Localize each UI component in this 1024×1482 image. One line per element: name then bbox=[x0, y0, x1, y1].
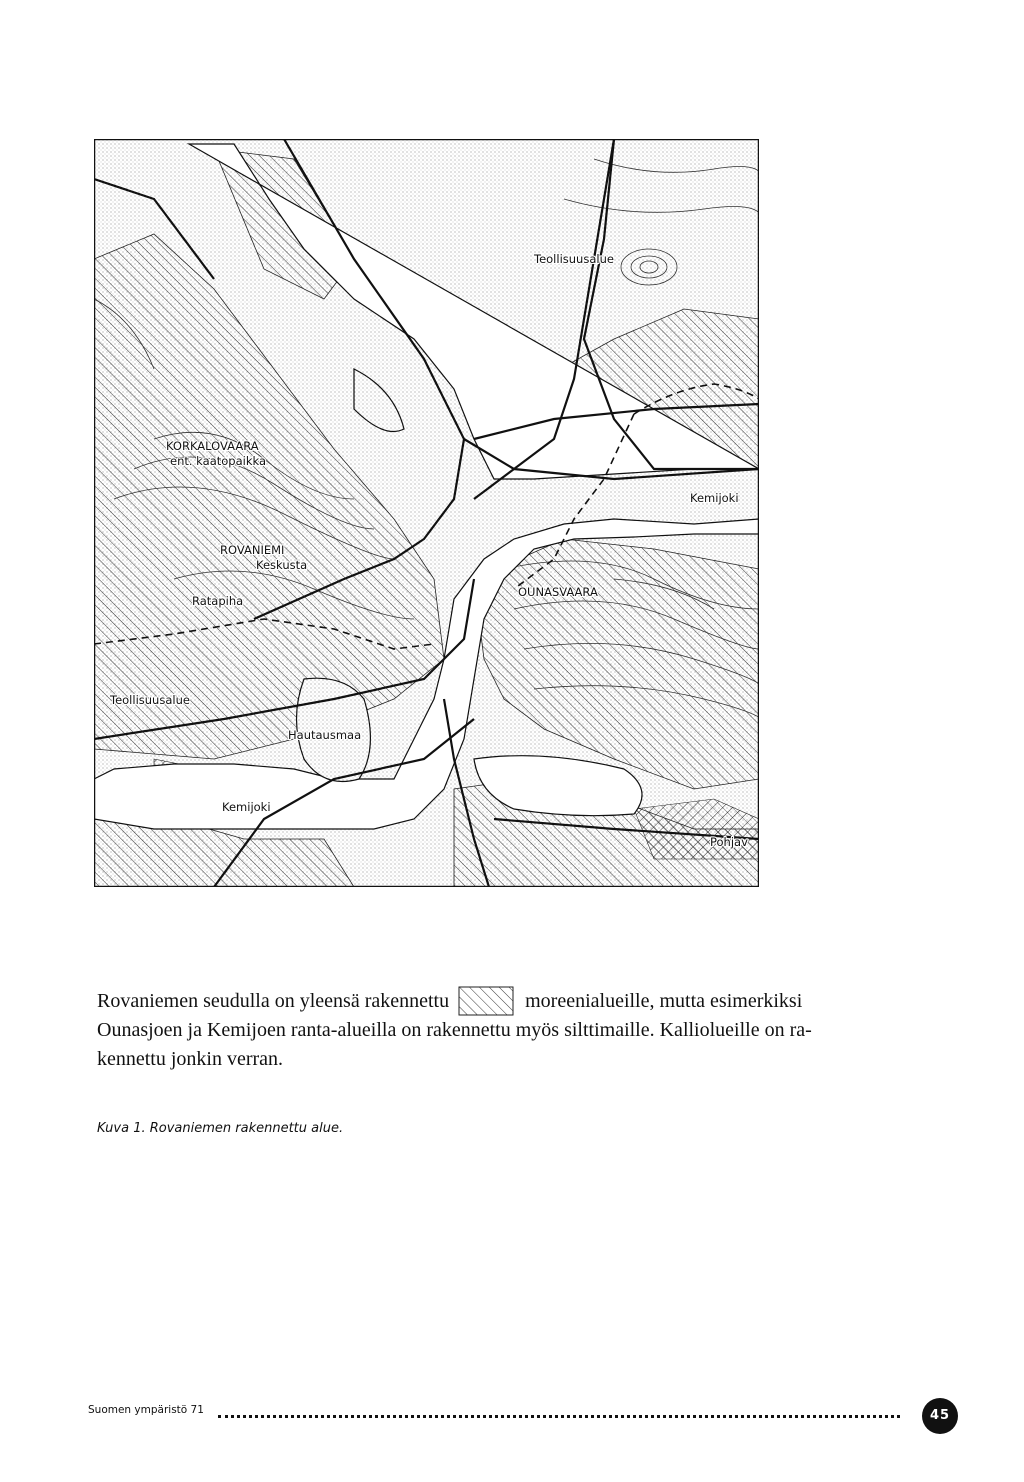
legend-text-before: Rovaniemen seudulla on yleensä rakennettu bbox=[97, 990, 450, 1012]
legend-text bbox=[97, 986, 867, 1074]
label-korkalovaara: KORKALOVAARA bbox=[166, 439, 259, 453]
label-pohjav: Pohjav bbox=[710, 835, 748, 849]
label-keskusta: Keskusta bbox=[256, 558, 308, 572]
legend-line-3: kennettu jonkin verran. bbox=[97, 1048, 284, 1070]
footer-dot-leader bbox=[218, 1415, 900, 1418]
moraine-hatch-swatch-icon bbox=[458, 986, 514, 1016]
legend-line-1 bbox=[97, 986, 867, 1016]
label-hautausmaa: Hautausmaa bbox=[288, 728, 362, 742]
page-footer bbox=[88, 1398, 958, 1432]
footer-source: Suomen ympäristö 71 bbox=[88, 1404, 204, 1416]
label-ent-kaatopaikka: ent. kaatopaikka bbox=[170, 454, 266, 468]
page-number-badge: 45 bbox=[922, 1398, 958, 1434]
rovaniemi-map bbox=[94, 139, 759, 887]
legend-line-2: Ounasjoen ja Kemijoen ranta-alueilla on rakennettu myös silttimaille. Kalliolueille on ra- bbox=[97, 1019, 812, 1041]
label-ratapiha: Ratapiha bbox=[192, 594, 244, 608]
label-rovaniemi: ROVANIEMI bbox=[220, 543, 285, 557]
label-kemijoki-south: Kemijoki bbox=[222, 800, 271, 814]
label-teollisuusalue-west: Teollisuusalue bbox=[110, 693, 190, 707]
legend-text-after: moreenialueille, mutta esimerkiksi bbox=[525, 990, 803, 1012]
figure-caption: Kuva 1. Rovaniemen rakennettu alue. bbox=[97, 1121, 344, 1136]
map-figure bbox=[94, 139, 759, 887]
label-ounasvaara: OUNASVAARA bbox=[518, 585, 598, 599]
label-kemijoki-east: Kemijoki bbox=[690, 491, 739, 505]
label-teollisuusalue-ne: Teollisuusalue bbox=[534, 252, 614, 266]
